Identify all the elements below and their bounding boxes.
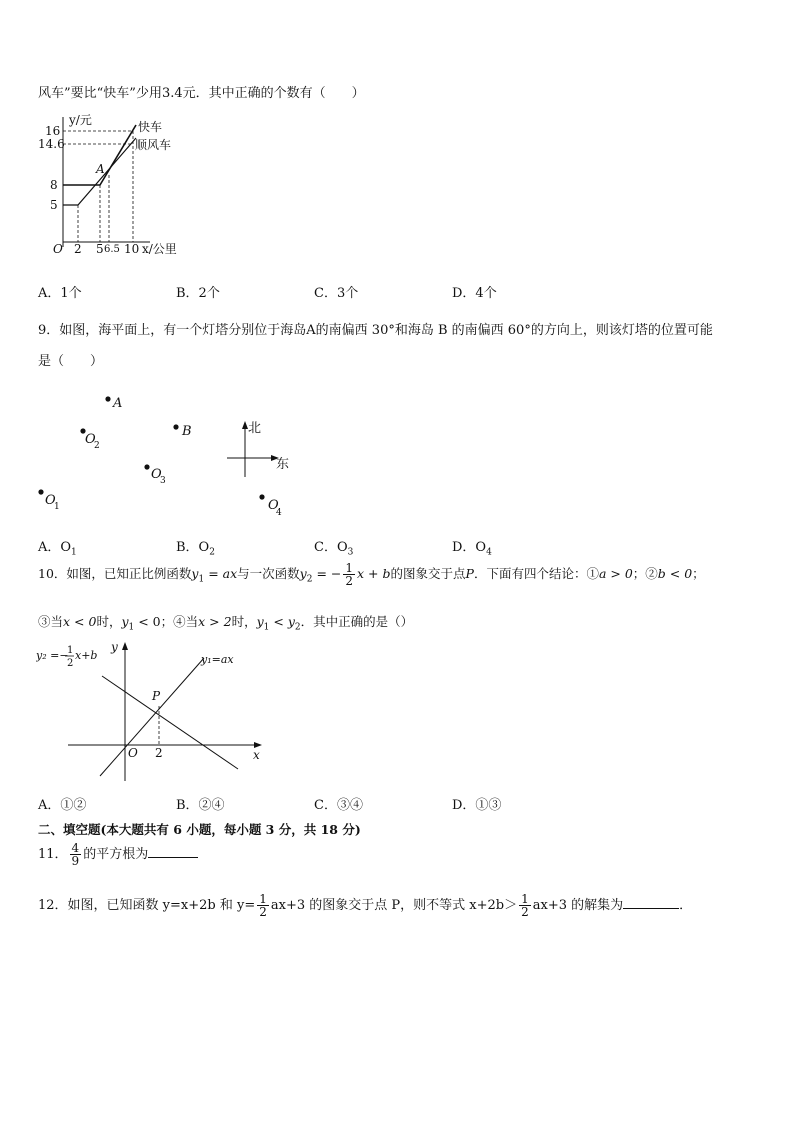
q10-y2-sub: 2 [306, 574, 313, 585]
q10-option-b[interactable]: B．②④ [176, 798, 225, 813]
q9-point-o1 [38, 489, 43, 494]
q10-line-y2 [102, 676, 238, 769]
q9-label-o2: O [85, 432, 96, 447]
q10-y1-sub: 1 [198, 574, 205, 585]
q12-frac2-num: 1 [521, 892, 529, 906]
q9-compass-north-label: 北 [248, 421, 262, 436]
q8-kuaiche-line [63, 125, 136, 185]
q12-fraction-1 [257, 893, 269, 918]
q12-frac1-num: 1 [259, 892, 267, 906]
q9-label-o4-sub: 4 [276, 508, 282, 518]
q12-fraction-2 [519, 893, 531, 918]
q10-y-arrow [122, 642, 128, 650]
q10-c3b: y [121, 614, 129, 629]
q9-point-a [105, 396, 110, 401]
q9-option-c-text: C．O [314, 540, 348, 555]
q8-origin: O [53, 242, 63, 256]
q9-figure [32, 385, 302, 525]
q10-point-p-label: P [152, 689, 161, 703]
q9-option-c-sub: 3 [347, 547, 354, 558]
q9-option-b-sub: 2 [209, 547, 215, 558]
q9-option-a-text: A．O [38, 540, 72, 555]
q10-sep2: ； [692, 566, 705, 581]
q9-label-a: A [113, 396, 123, 411]
q10-option-d[interactable]: D．①③ [452, 798, 502, 813]
q10-c1: a > 0 [598, 566, 633, 581]
q9-text-line-2: 是（ ） [38, 354, 104, 369]
q10-tick-2: 2 [155, 746, 163, 760]
q10-origin: O [128, 746, 138, 760]
q8-option-a[interactable]: A．1个 [38, 286, 82, 301]
q10-c4: x > 2 [198, 614, 232, 629]
q8-tick-8: 8 [50, 178, 58, 192]
q9-option-b[interactable] [176, 536, 215, 558]
q9-option-d-text: D．O [452, 540, 487, 555]
q8-xtick-10: 10 [124, 242, 140, 256]
q10-y2-label-den: 2 [67, 658, 74, 669]
q8-option-c[interactable]: C．3个 [314, 286, 359, 301]
q8-xtick-5: 5 [96, 242, 104, 256]
q9-compass-east-label: 东 [276, 457, 290, 472]
q10-x-axis-label: x [253, 748, 260, 762]
q9-label-o4: O [268, 498, 279, 513]
q9-label-o3: O [151, 467, 162, 482]
q10-c4b-sub: 1 [263, 622, 270, 633]
q10-option-c[interactable]: C．③④ [314, 798, 363, 813]
q8-tick-16: 16 [45, 124, 61, 138]
q12-text [38, 893, 692, 918]
q10-suffix2: ．下面有四个结论：① [473, 566, 599, 581]
q10-l2a: ③当 [38, 614, 64, 629]
q8-xtick-6-5: 6.5 [104, 244, 120, 255]
q10-text-line-1 [38, 562, 705, 587]
q10-c4b: y [256, 614, 264, 629]
q9-option-d[interactable] [452, 536, 492, 558]
q9-label-o2-sub: 2 [94, 441, 100, 451]
q10-y1: y [191, 566, 199, 581]
q10-c3c: < 0 [134, 614, 161, 629]
q12-end: ． [679, 898, 693, 913]
q10-c4c: < y [269, 614, 295, 629]
q11-prefix: 11． [38, 847, 68, 862]
q12-answer-blank[interactable] [623, 908, 679, 909]
q10-c4c-sub: 2 [294, 622, 301, 633]
q12-frac2-den: 2 [521, 905, 529, 919]
q10-c3: x < 0 [63, 614, 97, 629]
q10-y-axis-label: y [111, 640, 118, 654]
q12-prefix: 12．如图，已知函数 y=x+2b 和 y= [38, 898, 256, 913]
q10-l2c: ；④当 [160, 614, 199, 629]
q8-series-kuaiche: 快车 [138, 120, 163, 134]
q8-tick-5: 5 [50, 198, 58, 212]
q8-xtick-2: 2 [74, 242, 82, 256]
q8-option-b[interactable]: B．2个 [176, 286, 220, 301]
q10-y2-label: y₂ =− [36, 649, 69, 662]
q11-frac-den: 9 [71, 854, 80, 868]
q11-fraction [70, 842, 82, 867]
q9-label-b: B [182, 424, 192, 439]
q9-label-o3-sub: 3 [160, 476, 166, 486]
q10-l2d: 时， [231, 614, 257, 629]
q10-option-a[interactable]: A．①② [38, 798, 87, 813]
q8-tick-14-6: 14.6 [38, 137, 65, 151]
q9-label-o1-sub: 1 [54, 502, 60, 512]
q9-option-b-text: B．O [176, 540, 210, 555]
q9-point-b [173, 424, 178, 429]
q8-y-label: y/元 [69, 113, 92, 127]
q10-point-p: P [465, 566, 474, 581]
q8-option-d[interactable]: D．4个 [452, 286, 497, 301]
q10-c3b-sub: 1 [128, 622, 135, 633]
q10-l2b: 时， [96, 614, 122, 629]
q9-option-d-sub: 4 [486, 547, 492, 558]
q10-y2: y [299, 566, 307, 581]
q10-prefix: 10．如图，已知正比例函数 [38, 566, 192, 581]
q11-answer-blank[interactable] [148, 857, 198, 858]
q8-point-a: A [96, 162, 105, 176]
q9-option-a-sub: 1 [71, 547, 77, 558]
q10-y2-label-num: 1 [67, 645, 74, 656]
q10-c2: b < 0 [657, 566, 693, 581]
q10-y1-label: y₁=ax [201, 653, 234, 666]
q10-mid: 与一次函数 [237, 566, 300, 581]
q10-l2e: ．其中正确的是（） [300, 614, 414, 629]
q10-graph [36, 636, 276, 786]
q9-text-line-1: 9．如图，海平面上，有一个灯塔分别位于海岛A的南偏西 30°和海岛 B 的南偏西 60°的方向上，则该灯塔的位置可能 [38, 323, 713, 338]
q10-fraction [343, 562, 355, 587]
q9-point-o3 [144, 464, 149, 469]
q11-frac-num: 4 [71, 841, 80, 855]
q12-frac1-den: 2 [259, 905, 267, 919]
q10-line-y1 [100, 658, 204, 776]
q10-sep1: ；② [632, 566, 658, 581]
q8-series-shunfengche: 顺风车 [135, 138, 172, 152]
q9-label-o1: O [45, 493, 56, 508]
q10-y1-eq: = ax [204, 566, 238, 581]
q11-suffix: 的平方根为 [83, 847, 149, 862]
q10-y2-tail: x + b [357, 566, 391, 581]
q11-text [38, 842, 198, 867]
q12-suffix: ax+3 的解集为 [532, 898, 624, 913]
q10-text-line-2 [38, 612, 413, 633]
q10-y2-label-tail: x+b [75, 649, 98, 662]
q10-frac-den: 2 [345, 574, 354, 588]
q8-text-line: 风车”要比“快车”少用3.4元．其中正确的个数有（ ） [38, 86, 365, 101]
q10-y2-eq: = − [312, 566, 342, 581]
q9-option-c[interactable] [314, 536, 353, 558]
q8-graph [38, 112, 218, 262]
q9-point-o4 [259, 494, 264, 499]
q10-suffix: 的图象交于点 [390, 566, 466, 581]
q9-option-a[interactable] [38, 536, 77, 558]
q10-frac-num: 1 [345, 561, 354, 575]
section-2-heading: 二、填空题(本大题共有 6 小题，每小题 3 分，共 18 分) [38, 822, 361, 837]
q8-x-label: x/公里 [142, 242, 177, 256]
q12-mid: ax+3 的图象交于点 P，则不等式 x+2b＞ [270, 898, 518, 913]
